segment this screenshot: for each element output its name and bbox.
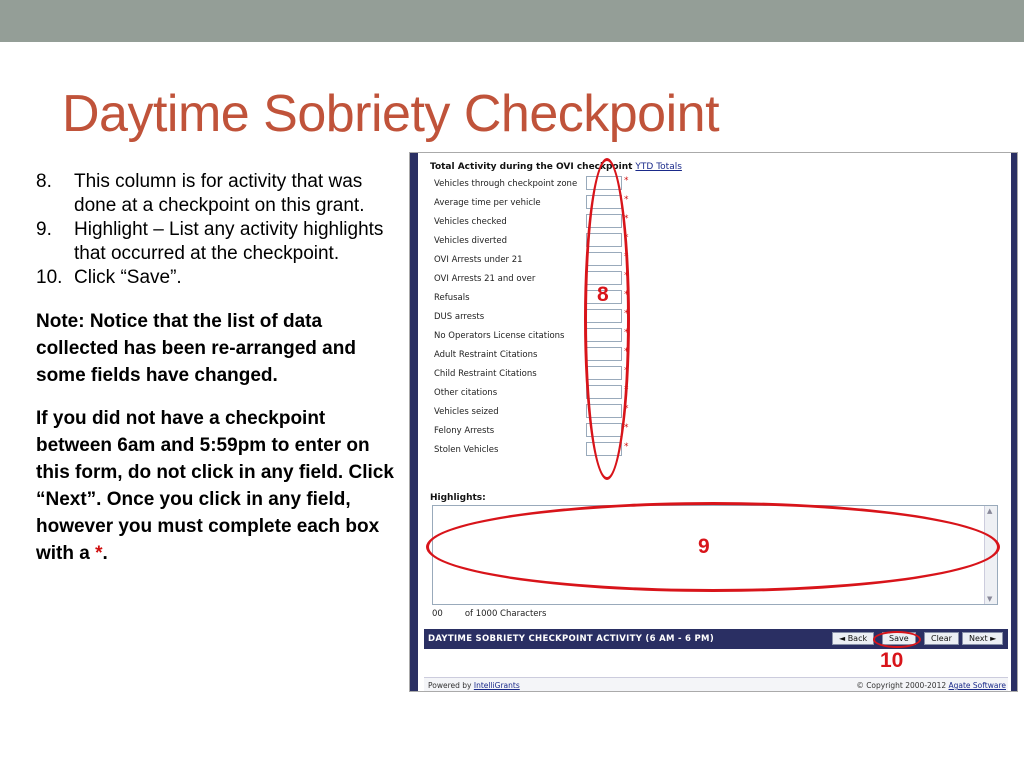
required-star: * <box>95 543 103 564</box>
copyright <box>856 681 1006 690</box>
scroll-down-icon[interactable]: ▼ <box>987 595 993 603</box>
required-marker: * <box>624 423 629 433</box>
char-limit: of 1000 Characters <box>464 609 547 619</box>
required-marker: * <box>624 328 629 338</box>
other-citations-input[interactable] <box>586 385 622 399</box>
nav-title: DAYTIME SOBRIETY CHECKPOINT ACTIVITY (6 AM - 6 PM) <box>428 634 715 644</box>
annotation-label-9: 9 <box>698 535 710 558</box>
required-marker: * <box>624 347 629 357</box>
field-label: Stolen Vehicles <box>434 445 499 455</box>
next-button[interactable]: Next ► <box>962 632 1003 645</box>
scroll-up-icon[interactable]: ▲ <box>987 507 993 515</box>
required-marker: * <box>624 214 629 224</box>
felony-arrests-input[interactable] <box>586 423 622 437</box>
required-marker: * <box>624 309 629 319</box>
annotation-label-10: 10 <box>880 649 904 672</box>
field-label: OVI Arrests 21 and over <box>434 274 536 284</box>
form-nav-bar <box>424 629 1008 649</box>
field-label: Vehicles through checkpoint zone <box>434 179 578 189</box>
powered-by <box>428 681 520 690</box>
slide-title: Daytime Sobriety Checkpoint <box>62 85 720 143</box>
note-no-checkpoint <box>36 405 398 567</box>
required-marker: * <box>624 195 629 205</box>
required-marker: * <box>624 385 629 395</box>
field-label: No Operators License citations <box>434 331 565 341</box>
step-number: 10. <box>36 267 63 288</box>
step-item <box>36 218 398 266</box>
clear-button[interactable]: Clear <box>924 632 959 645</box>
field-label: Vehicles seized <box>434 407 499 417</box>
field-label: Felony Arrests <box>434 426 495 436</box>
step-text: Highlight – List any activity highlights that occurred at the checkpoint. <box>74 219 384 264</box>
step-text: Click “Save”. <box>74 267 182 288</box>
back-button[interactable]: ◄ Back <box>832 632 874 645</box>
required-marker: * <box>624 366 629 376</box>
copyright-text: © Copyright 2000-2012 <box>856 681 949 690</box>
field-label: Refusals <box>434 293 470 303</box>
frame-right <box>1011 153 1017 691</box>
field-label: OVI Arrests under 21 <box>434 255 523 265</box>
step-number: 8. <box>36 171 52 192</box>
vehicles-seized-input[interactable] <box>586 404 622 418</box>
field-label: Other citations <box>434 388 498 398</box>
form-footer <box>424 677 1008 691</box>
highlights-textarea[interactable] <box>432 505 998 605</box>
step-text: This column is for activity that was done at a checkpoint on this grant. <box>74 171 365 216</box>
required-marker: * <box>624 176 629 186</box>
char-counter <box>432 609 546 619</box>
step-number: 9. <box>36 219 52 240</box>
intelligrants-link[interactable]: IntelliGrants <box>473 681 520 690</box>
vehicles-checked-input[interactable] <box>586 214 622 228</box>
ytd-totals-link[interactable]: YTD Totals <box>635 162 682 172</box>
field-label: Child Restraint Citations <box>434 369 537 379</box>
note-end: . <box>102 543 108 564</box>
vehicles-through-zone-input[interactable] <box>586 176 622 190</box>
section-title-text: Total Activity during the OVI checkpoint <box>430 162 633 172</box>
top-bar <box>0 0 1024 42</box>
agate-software-link[interactable]: Agate Software <box>948 681 1006 690</box>
form-body <box>424 153 1008 691</box>
required-marker: * <box>624 290 629 300</box>
instructions <box>36 170 398 567</box>
required-marker: * <box>624 233 629 243</box>
highlights-label: Highlights: <box>430 493 486 503</box>
field-label: Vehicles diverted <box>434 236 507 246</box>
required-marker: * <box>624 404 629 414</box>
note-rearranged: Note: Notice that the list of data collected has been re-arranged and some fields have changed. <box>36 311 356 386</box>
child-restraint-input[interactable] <box>586 366 622 380</box>
dus-arrests-input[interactable] <box>586 309 622 323</box>
adult-restraint-input[interactable] <box>586 347 622 361</box>
ovi-under-21-input[interactable] <box>586 252 622 266</box>
powered-by-text: Powered by <box>428 681 474 690</box>
stolen-vehicles-input[interactable] <box>586 442 622 456</box>
required-marker: * <box>624 442 629 452</box>
required-marker: * <box>624 271 629 281</box>
section-title <box>430 162 682 172</box>
step-item <box>36 170 398 218</box>
save-button[interactable]: Save <box>882 632 916 645</box>
note-no-checkpoint-text: If you did not have a checkpoint between 6am and 5:59pm to enter on this form, do not click in any field. Click “Next”. Once you click in any field, however you must complete each box with a <box>36 408 394 564</box>
step-item <box>36 266 398 290</box>
form-screenshot <box>409 152 1018 692</box>
field-label: Average time per vehicle <box>434 198 541 208</box>
step-list <box>36 170 398 290</box>
vehicles-diverted-input[interactable] <box>586 233 622 247</box>
average-time-input[interactable] <box>586 195 622 209</box>
char-count: 00 <box>432 609 443 619</box>
highlights-scrollbar[interactable] <box>984 506 997 604</box>
required-marker: * <box>624 252 629 262</box>
frame-left <box>410 153 418 691</box>
field-label: DUS arrests <box>434 312 485 322</box>
no-license-input[interactable] <box>586 328 622 342</box>
field-label: Vehicles checked <box>434 217 507 227</box>
annotation-label-8: 8 <box>597 283 609 306</box>
field-label: Adult Restraint Citations <box>434 350 538 360</box>
